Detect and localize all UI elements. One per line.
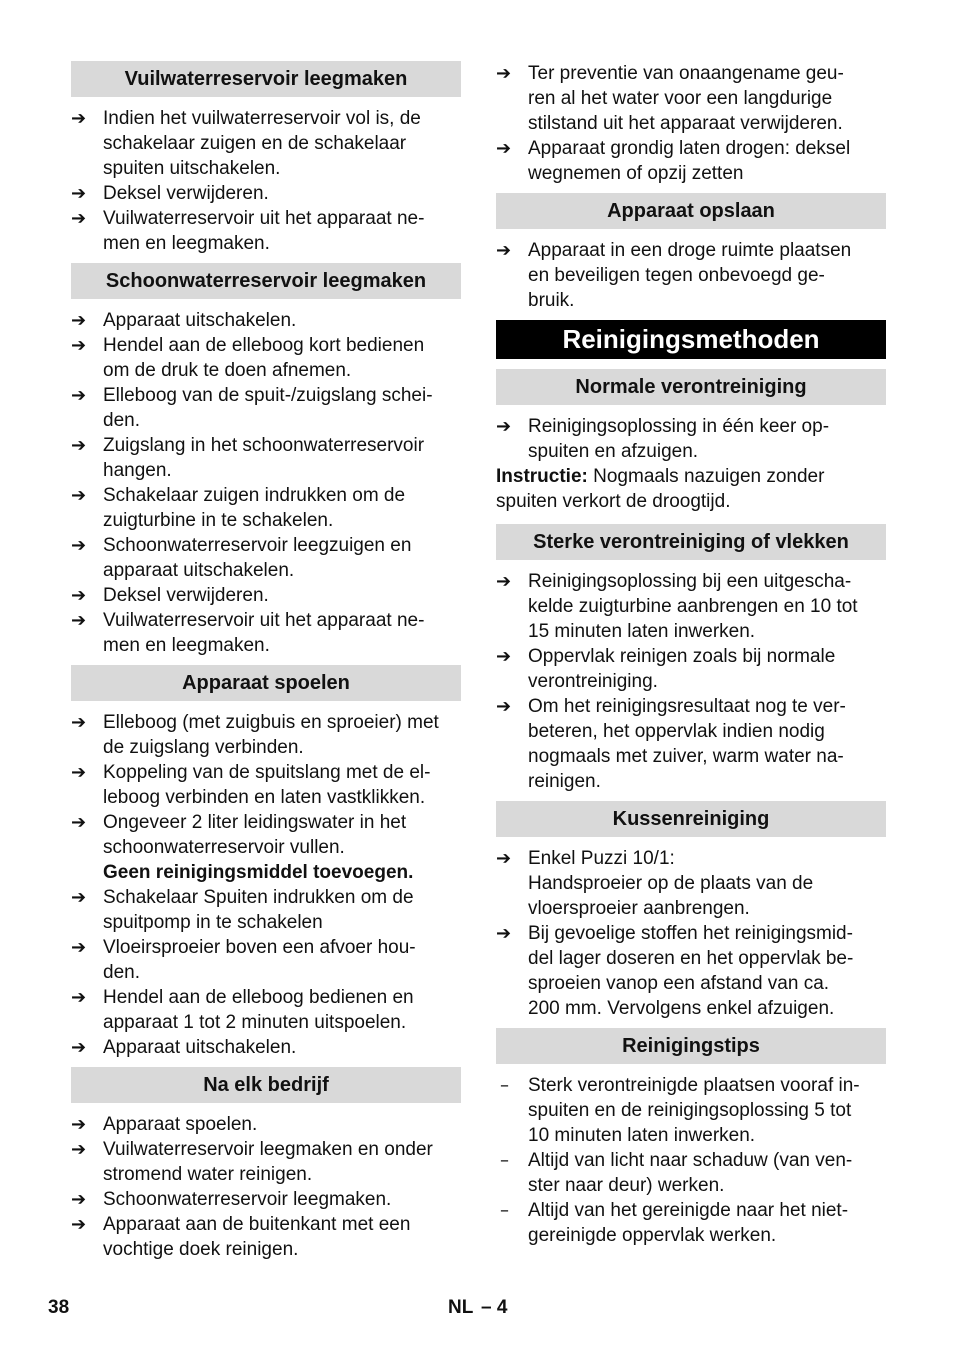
arrow-bullet-icon: ➔	[71, 712, 87, 733]
arrow-bullet-icon: ➔	[496, 923, 512, 944]
list-item-text: zuigturbine in te schakelen.	[103, 510, 334, 531]
list-item	[496, 569, 886, 644]
arrow-bullet-icon: ➔	[496, 63, 512, 84]
list-item-text: Indien het vuilwaterreservoir vol is, de	[103, 108, 421, 129]
arrow-bullet-icon: ➔	[71, 435, 87, 456]
list-item	[71, 181, 461, 206]
list-item-text: Apparaat in een droge ruimte plaatsen	[528, 240, 852, 261]
list-item-text: 10 minuten laten inwerken.	[528, 1125, 756, 1146]
arrow-bullet-icon: ➔	[71, 585, 87, 606]
step-list	[71, 710, 461, 1060]
list-item-text: schoonwaterreservoir vullen.	[103, 837, 345, 858]
arrow-bullet-icon: ➔	[71, 108, 87, 129]
arrow-bullet-icon: ➔	[496, 848, 512, 869]
list-item-text: Deksel verwijderen.	[103, 585, 269, 606]
list-item	[496, 136, 886, 186]
list-item-text: Hendel aan de elleboog bedienen en	[103, 987, 414, 1008]
chapter-title: Reinigingsmethoden	[496, 320, 886, 359]
list-item	[71, 935, 461, 985]
dash-bullet-icon: –	[500, 1200, 509, 1221]
list-item	[71, 1137, 461, 1187]
list-item-text: nogmaals met zuiver, warm water na-	[528, 746, 844, 767]
list-item-text: Apparaat spoelen.	[103, 1114, 258, 1135]
step-list	[496, 569, 886, 794]
list-item	[71, 583, 461, 608]
list-item	[71, 608, 461, 658]
right-column	[496, 61, 886, 1255]
list-item-text: Koppeling van de spuitslang met de el-	[103, 762, 431, 783]
list-item	[71, 1187, 461, 1212]
list-item	[71, 885, 461, 935]
bold-warning-note: Geen reinigingsmiddel toevoegen.	[103, 862, 414, 883]
arrow-bullet-icon: ➔	[71, 208, 87, 229]
list-item-text: vloersproeier aanbrengen.	[528, 898, 750, 919]
list-item-text: 15 minuten laten inwerken.	[528, 621, 756, 642]
left-column	[71, 61, 461, 1269]
list-item-text: hangen.	[103, 460, 172, 481]
list-item-text: leboog verbinden en laten vastklikken.	[103, 787, 426, 808]
list-item	[71, 333, 461, 383]
list-item-text: Deksel verwijderen.	[103, 183, 269, 204]
list-item	[71, 383, 461, 433]
footer-language: NL	[448, 1297, 474, 1318]
list-item	[496, 921, 886, 1021]
list-item	[71, 106, 461, 181]
list-item-text: Zuigslang in het schoonwaterreservoir	[103, 435, 425, 456]
arrow-bullet-icon: ➔	[71, 385, 87, 406]
dash-bullet-icon: –	[500, 1150, 509, 1171]
dash-bullet-icon: –	[500, 1075, 509, 1096]
list-item-text: om de druk te doen afnemen.	[103, 360, 352, 381]
instruction-text-2: spuiten verkort de droogtijd.	[496, 491, 731, 512]
list-item-text: Enkel Puzzi 10/1:	[528, 848, 675, 869]
list-item-text: spuitpomp in te schakelen	[103, 912, 323, 933]
list-item-text: Apparaat uitschakelen.	[103, 1037, 297, 1058]
arrow-bullet-icon: ➔	[496, 240, 512, 261]
arrow-bullet-icon: ➔	[71, 1114, 87, 1135]
list-item-text: Elleboog (met zuigbuis en sproeier) met	[103, 712, 439, 733]
arrow-bullet-icon: ➔	[71, 1214, 87, 1235]
list-item	[71, 1212, 461, 1262]
list-item	[496, 238, 886, 313]
list-item	[496, 1148, 886, 1198]
list-item-text: Sterk verontreinigde plaatsen vooraf in-	[528, 1075, 860, 1096]
arrow-bullet-icon: ➔	[71, 937, 87, 958]
list-item	[496, 1198, 886, 1248]
list-item-text: men en leegmaken.	[103, 635, 270, 656]
list-item-text: stilstand uit het apparaat verwijderen.	[528, 113, 843, 134]
section-heading: Apparaat opslaan	[496, 193, 886, 229]
list-item-text: Ter preventie van onaangename geu-	[528, 63, 844, 84]
list-item-text: Schoonwaterreservoir leegzuigen en	[103, 535, 412, 556]
list-item-text: de zuigslang verbinden.	[103, 737, 304, 758]
list-item-text: beteren, het oppervlak indien nodig	[528, 721, 825, 742]
list-item-text: Vuilwaterreservoir uit het apparaat ne-	[103, 610, 425, 631]
arrow-bullet-icon: ➔	[496, 696, 512, 717]
list-item	[71, 433, 461, 483]
list-item-text: reinigen.	[528, 771, 601, 792]
list-item-text: Vloeirsproeier boven een afvoer hou-	[103, 937, 416, 958]
arrow-bullet-icon: ➔	[496, 646, 512, 667]
arrow-bullet-icon: ➔	[71, 610, 87, 631]
section-heading: Normale verontreiniging	[496, 369, 886, 405]
step-list	[496, 846, 886, 1021]
arrow-bullet-icon: ➔	[71, 987, 87, 1008]
list-item-text: Om het reinigingsresultaat nog te ver-	[528, 696, 846, 717]
section-heading: Kussenreiniging	[496, 801, 886, 837]
list-item-text: Schoonwaterreservoir leegmaken.	[103, 1189, 392, 1210]
step-list	[496, 414, 886, 464]
list-item-text: Apparaat grondig laten drogen: deksel	[528, 138, 851, 159]
list-item-text: schakelaar zuigen en de schakelaar	[103, 133, 407, 154]
list-item-text: sproeien vanop een afstand van ca.	[528, 973, 830, 994]
list-item-text: kelde zuigturbine aanbrengen en 10 tot	[528, 596, 858, 617]
list-item	[71, 1112, 461, 1137]
list-item-text: Vuilwaterreservoir leegmaken en onder	[103, 1139, 433, 1160]
list-item-text: verontreiniging.	[528, 671, 658, 692]
section-heading: Sterke verontreiniging of vlekken	[496, 524, 886, 560]
page-number: 38	[48, 1297, 70, 1318]
list-item-text: wegnemen of opzij zetten	[528, 163, 744, 184]
list-item-text: Bij gevoelige stoffen het reinigingsmid-	[528, 923, 853, 944]
list-item	[71, 206, 461, 256]
instruction-label: Instructie:	[496, 466, 588, 487]
step-list	[496, 61, 886, 186]
arrow-bullet-icon: ➔	[71, 535, 87, 556]
list-item	[496, 1073, 886, 1148]
section-heading: Apparaat spoelen	[71, 665, 461, 701]
arrow-bullet-icon: ➔	[496, 416, 512, 437]
list-item	[71, 1035, 461, 1060]
arrow-bullet-icon: ➔	[71, 1189, 87, 1210]
list-item-text: ster naar deur) werken.	[528, 1175, 725, 1196]
list-item-text: 200 mm. Vervolgens enkel afzuigen.	[528, 998, 835, 1019]
list-item	[71, 760, 461, 810]
list-item-text: apparaat 1 tot 2 minuten uitspoelen.	[103, 1012, 407, 1033]
list-item	[71, 710, 461, 760]
section-heading: Reinigingstips	[496, 1028, 886, 1064]
section-heading: Schoonwaterreservoir leegmaken	[71, 263, 461, 299]
list-item-text: Altijd van het gereinigde naar het niet-	[528, 1200, 849, 1221]
list-item-text: Handsproeier op de plaats van de	[528, 873, 814, 894]
list-item-text: apparaat uitschakelen.	[103, 560, 295, 581]
list-item-text: bruik.	[528, 290, 575, 311]
list-item-text: Reinigingsoplossing in één keer op-	[528, 416, 830, 437]
list-item	[71, 533, 461, 583]
list-item-text: Schakelaar Spuiten indrukken om de	[103, 887, 414, 908]
step-list	[496, 238, 886, 313]
list-item	[71, 810, 461, 885]
arrow-bullet-icon: ➔	[71, 335, 87, 356]
arrow-bullet-icon: ➔	[496, 138, 512, 159]
arrow-bullet-icon: ➔	[71, 812, 87, 833]
list-item-text: Oppervlak reinigen zoals bij normale	[528, 646, 836, 667]
list-item	[496, 694, 886, 794]
arrow-bullet-icon: ➔	[71, 485, 87, 506]
arrow-bullet-icon: ➔	[71, 762, 87, 783]
list-item-text: spuiten en afzuigen.	[528, 441, 699, 462]
section-heading: Na elk bedrijf	[71, 1067, 461, 1103]
list-item-text: Apparaat aan de buitenkant met een	[103, 1214, 411, 1235]
list-item-text: Reinigingsoplossing bij een uitgescha-	[528, 571, 852, 592]
list-item-text: Ongeveer 2 liter leidingswater in het	[103, 812, 407, 833]
arrow-bullet-icon: ➔	[71, 1139, 87, 1160]
instruction-text: Nogmaals nazuigen zonder	[587, 466, 825, 487]
list-item-text: men en leegmaken.	[103, 233, 270, 254]
list-item	[496, 61, 886, 136]
list-item-text: Schakelaar zuigen indrukken om de	[103, 485, 406, 506]
tips-list	[496, 1073, 886, 1248]
list-item-text: Hendel aan de elleboog kort bedienen	[103, 335, 425, 356]
list-item-text: ren al het water voor een langdurige	[528, 88, 833, 109]
list-item-text: spuiten uitschakelen.	[103, 158, 281, 179]
list-item	[71, 985, 461, 1035]
arrow-bullet-icon: ➔	[71, 310, 87, 331]
step-list	[71, 1112, 461, 1262]
list-item-text: del lager doseren en het oppervlak be-	[528, 948, 854, 969]
list-item-text: Altijd van licht naar schaduw (van ven-	[528, 1150, 853, 1171]
list-item	[71, 483, 461, 533]
list-item-text: Elleboog van de spuit-/zuigslang schei-	[103, 385, 433, 406]
list-item-text: vochtige doek reinigen.	[103, 1239, 299, 1260]
list-item-text: en beveiligen tegen onbevoegd ge-	[528, 265, 825, 286]
list-item-text: spuiten en de reinigingsoplossing 5 tot	[528, 1100, 852, 1121]
instruction-note	[496, 464, 886, 514]
arrow-bullet-icon: ➔	[71, 887, 87, 908]
section-heading: Vuilwaterreservoir leegmaken	[71, 61, 461, 97]
list-item	[496, 414, 886, 464]
list-item	[496, 846, 886, 921]
list-item-text: gereinigde oppervlak werken.	[528, 1225, 777, 1246]
list-item-text: den.	[103, 410, 140, 431]
list-item-text: stromend water reinigen.	[103, 1164, 313, 1185]
step-list	[71, 308, 461, 658]
list-item	[496, 644, 886, 694]
list-item-text: Apparaat uitschakelen.	[103, 310, 297, 331]
arrow-bullet-icon: ➔	[71, 183, 87, 204]
list-item-text: den.	[103, 962, 140, 983]
list-item-text: Vuilwaterreservoir uit het apparaat ne-	[103, 208, 425, 229]
step-list	[71, 106, 461, 256]
list-item	[71, 308, 461, 333]
footer-section: – 4	[481, 1297, 508, 1318]
arrow-bullet-icon: ➔	[71, 1037, 87, 1058]
arrow-bullet-icon: ➔	[496, 571, 512, 592]
